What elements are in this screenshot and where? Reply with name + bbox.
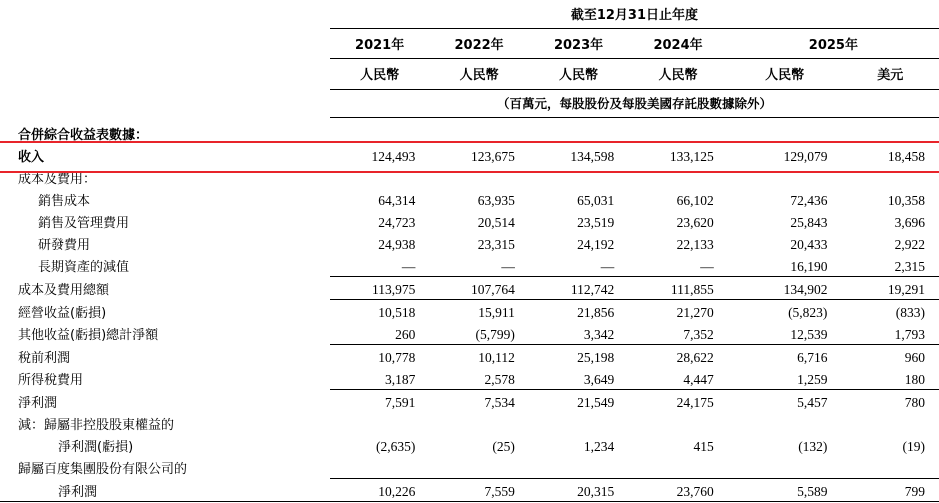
section-title-pad-4 bbox=[628, 118, 727, 144]
row-noncontrolling-net-income-2025-rmb: (132) bbox=[798, 438, 828, 454]
row-costs-header-2021 bbox=[330, 166, 429, 188]
row-revenue-2024: 133,125 bbox=[669, 148, 714, 164]
row-attributable-baidu-2022 bbox=[429, 456, 528, 479]
row-label-impairment: 長期資產的減值 bbox=[38, 260, 130, 275]
row-rnd-2021: 24,938 bbox=[378, 236, 416, 252]
header-year-2022: 2022年 bbox=[429, 29, 528, 59]
row-less-noncontrolling-2025-rmb bbox=[728, 412, 842, 434]
row-operating-income-2024: 21,270 bbox=[628, 299, 727, 322]
row-noncontrolling-net-income-2023: 1,234 bbox=[583, 438, 615, 454]
row-label-revenue: 收入 bbox=[18, 149, 45, 165]
row-label-net-income: 淨利潤 bbox=[18, 395, 58, 411]
header-units-row bbox=[0, 90, 939, 118]
row-sga-2025-rmb: 25,843 bbox=[790, 214, 828, 230]
header-empty-cell-2 bbox=[0, 29, 330, 59]
row-rnd-2022: 23,315 bbox=[477, 236, 515, 252]
row-cost-of-revenue-2025-usd: 10,358 bbox=[887, 192, 925, 208]
row-label-attributable-net-income: 淨利潤 bbox=[58, 484, 98, 500]
header-currency-rmb-2021: 人民幣 bbox=[330, 59, 429, 90]
header-currency-usd-2025: 美元 bbox=[841, 59, 939, 90]
row-revenue-2023: 134,598 bbox=[570, 148, 615, 164]
row-revenue-2025-rmb: 129,079 bbox=[783, 148, 828, 164]
row-attributable-net-income-2025-rmb: 5,589 bbox=[728, 478, 842, 501]
row-other-income-2024: 7,352 bbox=[683, 326, 714, 342]
row-pretax-income-2021: 10,778 bbox=[330, 344, 429, 367]
row-costs-header-2024 bbox=[628, 166, 727, 188]
row-attributable-baidu-2023 bbox=[529, 456, 628, 479]
row-label-income-tax: 所得稅費用 bbox=[18, 373, 84, 388]
row-rnd-2023: 24,192 bbox=[577, 236, 615, 252]
row-cost-of-revenue-2023: 65,031 bbox=[577, 192, 615, 208]
row-less-noncontrolling-2023 bbox=[529, 412, 628, 434]
row-impairment-2023: — bbox=[600, 258, 615, 274]
row-other-income-2022: (5,799) bbox=[475, 326, 515, 342]
row-attributable-net-income-2025-usd: 799 bbox=[841, 478, 939, 501]
row-impairment-2022: — bbox=[501, 258, 515, 274]
row-other-income-2025-usd: 1,793 bbox=[894, 326, 925, 342]
row-income-tax-2024: 4,447 bbox=[683, 371, 714, 387]
row-total-costs-2021: 113,975 bbox=[330, 276, 429, 299]
row-label-cost-of-revenue: 銷售成本 bbox=[38, 193, 91, 209]
header-year-2024: 2024年 bbox=[628, 29, 727, 59]
row-pretax-income-2025-rmb: 6,716 bbox=[728, 344, 842, 367]
row-less-noncontrolling-2022 bbox=[429, 412, 528, 434]
table-row bbox=[0, 389, 939, 412]
header-year-2025: 2025年 bbox=[728, 29, 939, 59]
row-income-tax-2023: 3,649 bbox=[583, 371, 615, 387]
table-row bbox=[0, 478, 939, 501]
row-sga-2025-usd: 3,696 bbox=[894, 214, 925, 230]
row-label-other-income: 其他收益(虧損)總計淨額 bbox=[18, 328, 159, 343]
row-pretax-income-2023: 25,198 bbox=[529, 344, 628, 367]
row-impairment-2021: — bbox=[401, 258, 416, 274]
row-noncontrolling-net-income-2024: 415 bbox=[693, 438, 714, 454]
row-net-income-2022: 7,534 bbox=[429, 389, 528, 412]
table-bottom-rule bbox=[0, 501, 939, 503]
table-row bbox=[0, 367, 939, 390]
section-title-pad-3 bbox=[529, 118, 628, 144]
row-attributable-net-income-2021: 10,226 bbox=[330, 478, 429, 501]
header-currency-row bbox=[0, 59, 939, 90]
row-operating-income-2021: 10,518 bbox=[330, 299, 429, 322]
table-row bbox=[0, 299, 939, 322]
table-row bbox=[0, 232, 939, 254]
row-impairment-2024: — bbox=[700, 258, 714, 274]
table-row bbox=[0, 276, 939, 299]
row-noncontrolling-net-income-2025-usd: (19) bbox=[902, 438, 925, 454]
row-label-operating-income: 經營收益(虧損) bbox=[18, 305, 107, 321]
row-net-income-2025-usd: 780 bbox=[841, 389, 939, 412]
row-sga-2021: 24,723 bbox=[378, 214, 416, 230]
section-title-pad-1 bbox=[330, 118, 429, 144]
row-sga-2022: 20,514 bbox=[477, 214, 515, 230]
table-row bbox=[0, 322, 939, 345]
row-revenue-2021: 124,493 bbox=[371, 148, 416, 164]
row-cost-of-revenue-2025-rmb: 72,436 bbox=[790, 192, 828, 208]
row-label-pretax-income: 稅前利潤 bbox=[18, 350, 71, 366]
row-label-attributable-baidu: 歸屬百度集團股份有限公司的 bbox=[18, 462, 188, 477]
row-attributable-baidu-2025-rmb bbox=[728, 456, 842, 479]
header-currency-rmb-2024: 人民幣 bbox=[628, 59, 727, 90]
header-currency-rmb-2023: 人民幣 bbox=[529, 59, 628, 90]
table-row bbox=[0, 434, 939, 456]
row-sga-2023: 23,519 bbox=[577, 214, 615, 230]
table-row bbox=[0, 456, 939, 479]
row-total-costs-2022: 107,764 bbox=[429, 276, 528, 299]
row-costs-header-2022 bbox=[429, 166, 528, 188]
row-revenue-2022: 123,675 bbox=[470, 148, 515, 164]
row-less-noncontrolling-2025-usd bbox=[841, 412, 939, 434]
table-bottom-rule-row bbox=[0, 501, 939, 503]
row-operating-income-2025-rmb: (5,823) bbox=[728, 299, 842, 322]
row-label-rnd: 研發費用 bbox=[38, 237, 91, 253]
row-net-income-2021: 7,591 bbox=[330, 389, 429, 412]
row-pretax-income-2022: 10,112 bbox=[429, 344, 528, 367]
header-empty-cell-4 bbox=[0, 90, 330, 118]
row-attributable-net-income-2023: 20,315 bbox=[529, 478, 628, 501]
table-row bbox=[0, 166, 939, 188]
section-title-pad-6 bbox=[841, 118, 939, 144]
row-impairment-2025-rmb: 16,190 bbox=[790, 258, 828, 274]
row-operating-income-2022: 15,911 bbox=[429, 299, 528, 322]
row-impairment-2025-usd: 2,315 bbox=[894, 258, 925, 274]
row-label-costs-header: 成本及費用： bbox=[18, 171, 97, 187]
row-costs-header-2025-usd bbox=[841, 166, 939, 188]
table-header bbox=[0, 0, 939, 118]
header-year-2021: 2021年 bbox=[330, 29, 429, 59]
header-period-title: 截至12月31日止年度 bbox=[330, 0, 939, 29]
row-label-less-noncontrolling: 減：歸屬非控股股東權益的 bbox=[18, 417, 175, 433]
row-rnd-2025-usd: 2,922 bbox=[894, 236, 925, 252]
row-other-income-2023: 3,342 bbox=[583, 326, 615, 342]
header-empty-cell-3 bbox=[0, 59, 330, 90]
header-period-row bbox=[0, 0, 939, 29]
row-rnd-2025-rmb: 20,433 bbox=[790, 236, 828, 252]
row-costs-header-2023 bbox=[529, 166, 628, 188]
row-income-tax-2025-rmb: 1,259 bbox=[797, 371, 828, 387]
row-sga-2024: 23,620 bbox=[676, 214, 714, 230]
row-label-total-costs: 成本及費用總額 bbox=[18, 283, 110, 298]
row-pretax-income-2024: 28,622 bbox=[628, 344, 727, 367]
row-attributable-net-income-2024: 23,760 bbox=[628, 478, 727, 501]
header-empty-cell bbox=[0, 0, 330, 29]
row-net-income-2025-rmb: 5,457 bbox=[728, 389, 842, 412]
row-operating-income-2023: 21,856 bbox=[529, 299, 628, 322]
table-row bbox=[0, 412, 939, 434]
row-rnd-2024: 22,133 bbox=[676, 236, 714, 252]
row-label-noncontrolling-net-income: 淨利潤(虧損) bbox=[58, 439, 134, 455]
row-net-income-2024: 24,175 bbox=[628, 389, 727, 412]
header-currency-rmb-2022: 人民幣 bbox=[429, 59, 528, 90]
header-year-row bbox=[0, 29, 939, 59]
row-attributable-baidu-2021 bbox=[330, 456, 429, 479]
row-other-income-2025-rmb: 12,539 bbox=[790, 326, 828, 342]
section-title-row bbox=[0, 118, 939, 144]
row-attributable-net-income-2022: 7,559 bbox=[429, 478, 528, 501]
row-total-costs-2023: 112,742 bbox=[529, 276, 628, 299]
row-income-tax-2025-usd: 180 bbox=[904, 371, 925, 387]
row-cost-of-revenue-2024: 66,102 bbox=[676, 192, 714, 208]
table-row bbox=[0, 210, 939, 232]
row-total-costs-2025-usd: 19,291 bbox=[841, 276, 939, 299]
row-income-tax-2021: 3,187 bbox=[384, 371, 416, 387]
row-costs-header-2025-rmb bbox=[728, 166, 842, 188]
row-total-costs-2024: 111,855 bbox=[628, 276, 727, 299]
row-total-costs-2025-rmb: 134,902 bbox=[728, 276, 842, 299]
table-row bbox=[0, 254, 939, 277]
section-title: 合併綜合收益表數據： bbox=[18, 127, 149, 143]
table-row bbox=[0, 144, 939, 166]
row-pretax-income-2025-usd: 960 bbox=[841, 344, 939, 367]
header-year-2023: 2023年 bbox=[529, 29, 628, 59]
table-body bbox=[0, 118, 939, 503]
row-less-noncontrolling-2024 bbox=[628, 412, 727, 434]
row-cost-of-revenue-2021: 64,314 bbox=[378, 192, 416, 208]
row-other-income-2021: 260 bbox=[395, 326, 416, 342]
row-net-income-2023: 21,549 bbox=[529, 389, 628, 412]
section-title-pad-2 bbox=[429, 118, 528, 144]
row-less-noncontrolling-2021 bbox=[330, 412, 429, 434]
row-noncontrolling-net-income-2021: (2,635) bbox=[375, 438, 416, 454]
row-label-sga: 銷售及管理費用 bbox=[38, 215, 130, 231]
row-income-tax-2022: 2,578 bbox=[484, 371, 515, 387]
table-row bbox=[0, 188, 939, 210]
row-noncontrolling-net-income-2022: (25) bbox=[492, 438, 515, 454]
row-cost-of-revenue-2022: 63,935 bbox=[477, 192, 515, 208]
row-attributable-baidu-2024 bbox=[628, 456, 727, 479]
section-title-pad-5 bbox=[728, 118, 842, 144]
row-operating-income-2025-usd: (833) bbox=[841, 299, 939, 322]
header-units-note: （百萬元，每股股份及每股美國存託股數據除外） bbox=[330, 90, 939, 118]
header-currency-rmb-2025: 人民幣 bbox=[728, 59, 842, 90]
row-attributable-baidu-2025-usd bbox=[841, 456, 939, 479]
row-revenue-2025-usd: 18,458 bbox=[887, 148, 925, 164]
table-row bbox=[0, 344, 939, 367]
